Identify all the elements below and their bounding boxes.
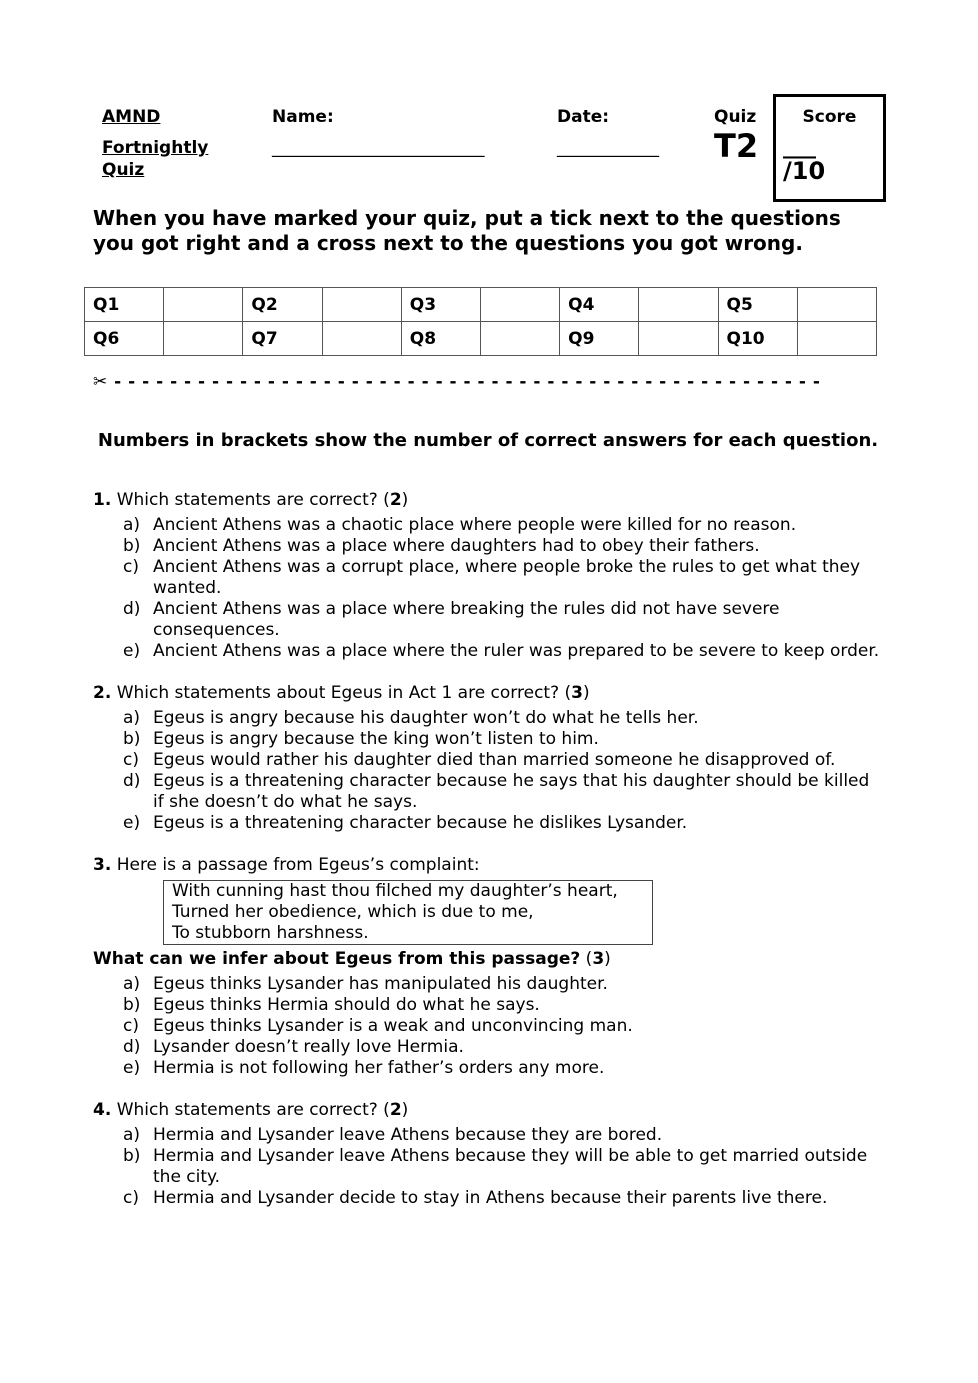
option-letter: b) [123,1146,141,1166]
bracket: ) [401,490,409,510]
option-text: Egeus is a threatening character because he dislikes Lysander. [153,813,688,833]
mark-cell[interactable] [797,288,876,322]
option-text: Egeus thinks Lysander is a weak and unconvincing man. [153,1016,633,1036]
option-text: Egeus thinks Hermia should do what he says. [153,995,540,1015]
mark-cell[interactable] [480,288,559,322]
option-letter: e) [123,641,141,661]
options-list [93,515,883,662]
sub-question: What can we infer about Egeus from this passage? [93,949,581,969]
mark-cell[interactable] [322,322,401,356]
score-label: Score [802,107,857,127]
option-letter: e) [123,813,141,833]
tick-table [84,287,877,356]
option-letter: c) [123,1188,139,1208]
name-label: Name: [272,107,334,127]
quiz-subtitle: Fortnightly Quiz [102,138,209,180]
option-item[interactable] [93,813,883,834]
course-label: AMND [102,107,161,127]
option-text: Hermia and Lysander leave Athens because they will be able to get married outside the city. [153,1146,868,1187]
option-text: Hermia and Lysander decide to stay in Athens because their parents live there. [153,1188,828,1208]
date-label: Date: [557,107,610,127]
question-cell: Q7 [243,322,322,356]
options-list [93,1125,883,1209]
option-text: Egeus is angry because the king won’t listen to him. [153,729,599,749]
question-cell: Q2 [243,288,322,322]
question-number: 4. [93,1100,112,1120]
option-item[interactable] [93,1016,883,1037]
cut-line [93,370,883,395]
option-letter: a) [123,974,141,994]
question-text [93,683,883,704]
option-letter: b) [123,995,141,1015]
answer-count: 3 [571,683,583,703]
question-cell: Q8 [401,322,480,356]
scissors-icon: ✂ [93,372,108,392]
answer-count: 2 [389,490,402,510]
instructions-note: Numbers in brackets show the number of correct answers for each question. [97,430,879,451]
option-item[interactable] [93,729,883,750]
mark-cell[interactable] [480,322,559,356]
question [93,490,883,662]
option-text: Ancient Athens was a chaotic place where people were killed for no reason. [153,515,797,535]
option-letter: a) [123,708,141,728]
answer-count: 2 [389,1100,402,1120]
options-list [93,708,883,834]
option-text: Ancient Athens was a place where daughters had to obey their fathers. [153,536,760,556]
options-list [93,974,883,1079]
table-row [85,322,877,356]
mark-cell[interactable] [164,288,243,322]
questions [93,490,883,1230]
passage-line: To stubborn harshness. [172,923,369,943]
option-item[interactable] [93,1188,883,1209]
option-item[interactable] [93,771,883,813]
option-item[interactable] [93,708,883,729]
instructions: When you have marked your quiz, put a tick next to the questions you got right and a cross next to the questions you got wrong. [93,206,841,255]
option-item[interactable] [93,750,883,771]
option-letter: b) [123,536,141,556]
option-text: Ancient Athens was a place where breaking the rules did not have severe consequences. [153,599,780,640]
bracket: ) [401,1100,409,1120]
option-letter: c) [123,557,139,577]
option-letter: c) [123,1016,139,1036]
mark-cell[interactable] [639,288,718,322]
mark-cell[interactable] [322,288,401,322]
passage-box [163,880,653,945]
question: 3. Here is a passage from Egeus’s complaint: With cunning hast thou filched my daughter’s heart, Turned her obedience, which is due to me, To stubborn harshness. What can we infer about Egeus from this passage? (3) a) Egeus thinks Lysander has manipulated his daughter. b) Egeus thinks Hermia should do what he says. c) Egeus thinks Lysander is a weak and unconvincing man. d) Lysander doesn’t really love Hermia. e) Hermia is not following her father’s orders any more. [93,855,883,1079]
question-number: 1. [93,490,112,510]
option-item[interactable] [93,974,883,995]
question-text [93,1100,883,1121]
option-text: Egeus would rather his daughter died than married someone he disapproved of. [153,750,836,770]
bracket: ) [583,683,590,703]
question-prompt: Here is a passage from Egeus’s complaint: [116,855,480,875]
option-letter: c) [123,750,139,770]
question-text [93,490,883,511]
option-letter: d) [123,771,141,791]
option-text: Hermia and Lysander leave Athens because they are bored. [153,1125,663,1145]
name-field[interactable]: _________________________ [272,138,485,158]
option-text: Lysander doesn’t really love Hermia. [153,1037,464,1057]
question-cell: Q10 [718,322,797,356]
mark-cell[interactable] [639,322,718,356]
table-row [85,288,877,322]
score-total: /10 [783,157,826,185]
score-box [773,94,886,202]
question-prompt: Which statements are correct? ( [116,1100,390,1120]
question [93,683,883,834]
question-number: 3. [93,855,112,875]
option-item[interactable] [93,995,883,1016]
option-text: Egeus thinks Lysander has manipulated his daughter. [153,974,608,994]
quiz-code: T2 [714,127,759,165]
passage-line: Turned her obedience, which is due to me, [172,902,534,922]
option-letter: a) [123,1125,141,1145]
question-cell: Q9 [560,322,639,356]
option-item[interactable] [93,1058,883,1079]
question-cell: Q6 [85,322,164,356]
option-letter: e) [123,1058,141,1078]
option-letter: d) [123,599,141,619]
mark-cell[interactable] [164,322,243,356]
answer-count: 3 [592,949,605,969]
question-text [93,855,883,876]
option-item[interactable] [93,599,883,641]
option-item[interactable] [93,515,883,536]
option-letter: b) [123,729,141,749]
score-blank[interactable]: ___ [783,134,816,159]
question-cell: Q1 [85,288,164,322]
option-item[interactable] [93,1146,883,1188]
option-item[interactable] [93,536,883,557]
question-cell: Q4 [560,288,639,322]
option-text: Egeus is a threatening character because he says that his daughter should be killed if she doesn’t do what he says. [153,771,870,812]
option-letter: d) [123,1037,141,1057]
question [93,1100,883,1209]
question-prompt: Which statements about Egeus in Act 1 are correct? ( [116,683,572,703]
option-text: Hermia is not following her father’s orders any more. [153,1058,605,1078]
mark-cell[interactable] [797,322,876,356]
question-number: 2. [93,683,112,703]
dashed-line: - - - - - - - - - - - - - - - - - - - - - - - - - - - - - - - - - - - - - - - - - - - - - - - - - - - [114,372,820,392]
option-item[interactable] [93,641,883,662]
question-cell: Q3 [401,288,480,322]
quiz-label: Quiz [714,107,757,127]
option-item[interactable] [93,1037,883,1058]
option-item[interactable] [93,1125,883,1146]
date-field[interactable]: ____________ [557,138,659,158]
option-letter: a) [123,515,141,535]
option-text: Egeus is angry because his daughter won’t do what he tells her. [153,708,699,728]
question-prompt: Which statements are correct? ( [116,490,390,510]
question-cell: Q5 [718,288,797,322]
option-text: Ancient Athens was a place where the ruler was prepared to be severe to keep order. [153,641,880,661]
option-text: Ancient Athens was a corrupt place, where people broke the rules to get what they wanted. [153,557,861,598]
passage-line: With cunning hast thou filched my daughter’s heart, [172,881,618,901]
option-item[interactable] [93,557,883,599]
